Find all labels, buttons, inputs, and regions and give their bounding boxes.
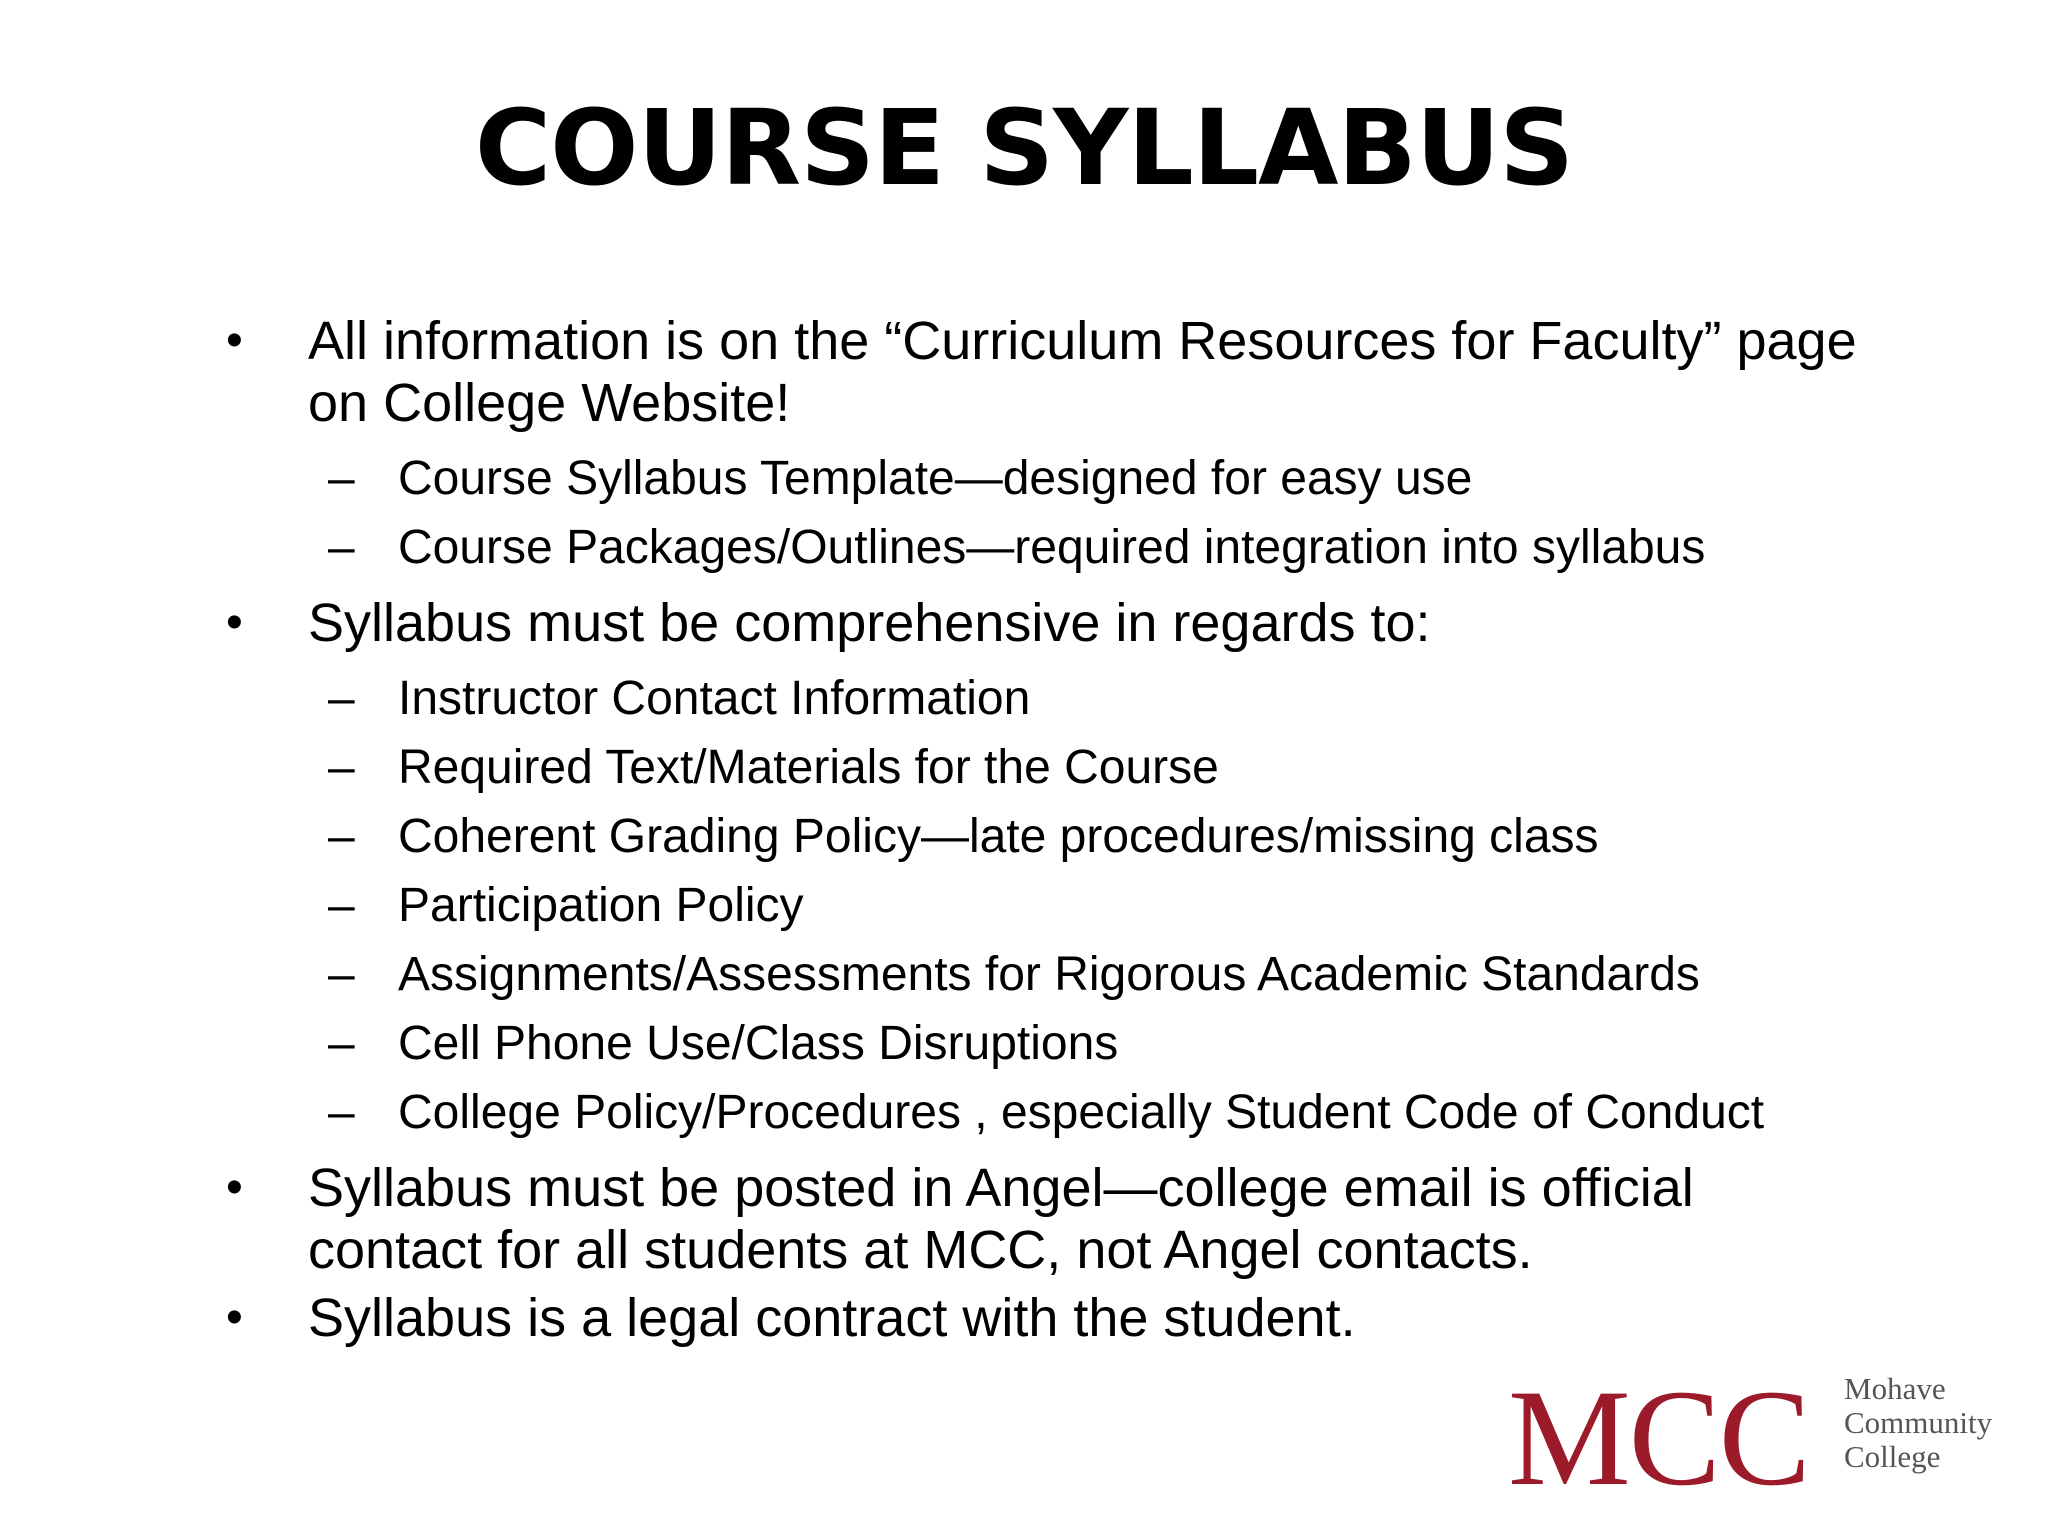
bullet-dot-icon: • xyxy=(226,1291,243,1344)
sub-item-text: Coherent Grading Policy—late procedures/missing class xyxy=(398,810,1599,863)
sub-item xyxy=(220,940,1880,1009)
bullet-dot-icon: • xyxy=(226,1161,243,1214)
logo-wordmark xyxy=(1844,1372,1992,1474)
sub-item-text: Course Packages/Outlines—required integration into syllabus xyxy=(398,521,1706,574)
bullet-dot-icon: • xyxy=(226,596,243,649)
dash-icon: – xyxy=(328,1086,355,1139)
sub-item xyxy=(220,1078,1880,1147)
dash-icon: – xyxy=(328,810,355,863)
sub-list xyxy=(220,664,1880,1147)
bullet-text: Syllabus must be posted in Angel—college email is official contact for all students at MCC, not Angel contacts. xyxy=(308,1158,1694,1280)
logo-word: Mohave xyxy=(1844,1371,1946,1406)
sub-item xyxy=(220,802,1880,871)
bullet-text: Syllabus is a legal contract with the student. xyxy=(308,1288,1356,1348)
sub-item-text: Required Text/Materials for the Course xyxy=(398,741,1219,794)
logo-word: Community xyxy=(1844,1405,1993,1440)
sub-item xyxy=(220,871,1880,940)
dash-icon: – xyxy=(328,1017,355,1070)
sub-item xyxy=(220,513,1880,582)
mcc-logo xyxy=(1508,1361,2028,1514)
dash-icon: – xyxy=(328,948,355,1001)
bullet-dot-icon: • xyxy=(226,314,243,367)
sub-item-text: Cell Phone Use/Class Disruptions xyxy=(398,1017,1119,1070)
slide-title: COURSE SYLLABUS xyxy=(474,87,1574,209)
sub-item-text: Assignments/Assessments for Rigorous Academic Standards xyxy=(398,948,1700,1001)
logo-mark: MCC xyxy=(1508,1361,1809,1514)
sub-item-text: College Policy/Procedures , especially Student Code of Conduct xyxy=(398,1086,1765,1139)
sub-item xyxy=(220,664,1880,733)
bullet-text: All information is on the “Curriculum Resources for Faculty” page on College Website! xyxy=(308,311,1857,433)
sub-item-text: Instructor Contact Information xyxy=(398,672,1031,725)
logo-word: College xyxy=(1844,1439,1941,1474)
bullet-text: Syllabus must be comprehensive in regards to: xyxy=(308,593,1431,653)
sub-item-text: Participation Policy xyxy=(398,879,804,932)
sub-item xyxy=(220,733,1880,802)
bullet-item xyxy=(220,1157,1880,1281)
bullet-item xyxy=(220,1287,1880,1349)
dash-icon: – xyxy=(328,672,355,725)
sub-list xyxy=(220,444,1880,582)
bullet-item xyxy=(220,310,1880,434)
bullet-item xyxy=(220,592,1880,654)
sub-item-text: Course Syllabus Template—designed for easy use xyxy=(398,452,1473,505)
dash-icon: – xyxy=(328,741,355,794)
sub-item xyxy=(220,444,1880,513)
dash-icon: – xyxy=(328,452,355,505)
dash-icon: – xyxy=(328,879,355,932)
bullet-list xyxy=(220,310,1880,1349)
sub-item xyxy=(220,1009,1880,1078)
dash-icon: – xyxy=(328,521,355,574)
